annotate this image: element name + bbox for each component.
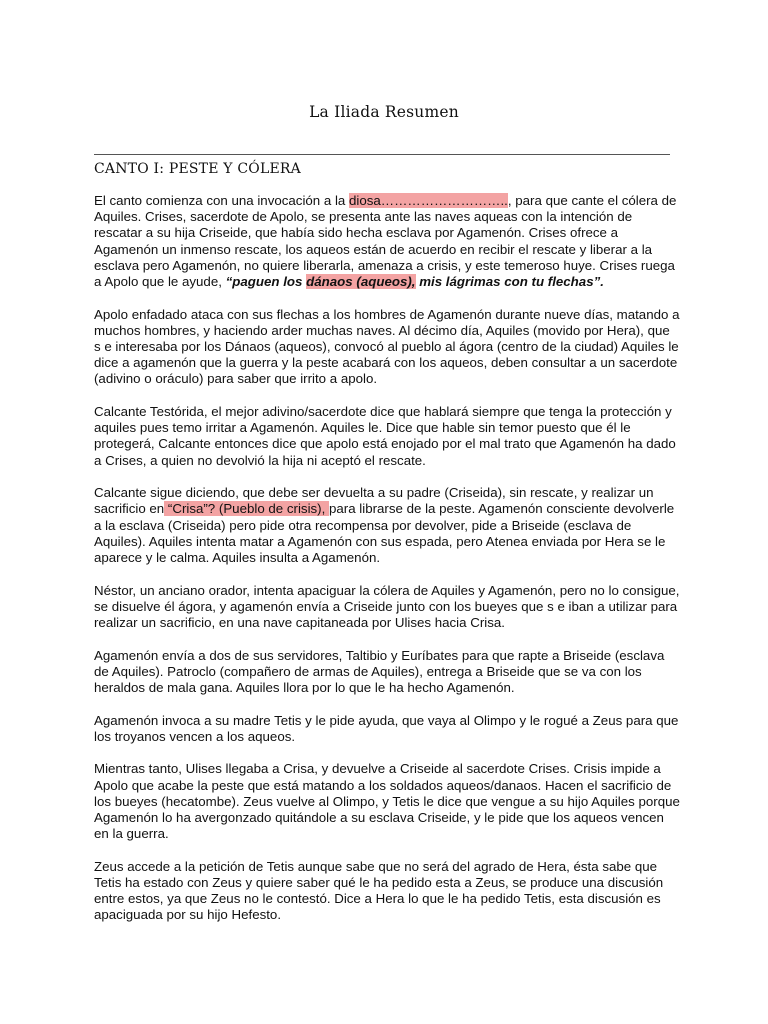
paragraph-1-text-a: El canto comienza con una invocación a la xyxy=(94,193,350,208)
quote-text-a: “paguen los xyxy=(225,274,307,290)
highlight-crisa: “Crisa”? (Pueblo de crisis), xyxy=(164,501,329,517)
paragraph-3: Calcante Testórida, el mejor adivino/sacerdote dice que hablará siempre que tenga la protección y aquiles pues temo irritar a Agamenón. Aquiles le. Dice que hable sin temor puesto que él le protegerá, Calcante entonces dice que apolo está enojado por el mal trato que Agamenón ha dado a Crises, a quien no devolvió la hija ni aceptó el rescate. xyxy=(94,404,676,468)
document-title: La Iliada Resumen xyxy=(309,103,459,121)
paragraph-4-text-b: para librarse de la peste. Agamenón consciente devolverle a la esclava (Criseida) pero pide otra recompensa por devolver, pide a Briseide (esclava de Aquiles). Aquiles intenta matar a Agamenón con sus espada, pero Atenea enviada por Hera se le aparece y le calma. Aquiles insulta a Agamenón. xyxy=(94,501,675,566)
highlight-diosa: diosa……………………….. xyxy=(349,193,508,208)
paragraph-9: Zeus accede a la petición de Tetis aunque sabe que no será del agrado de Hera, ésta sabe que Tetis ha estado con Zeus y quiere saber qué le ha pedido esta a Zeus, se produce una discusión entre estos, ya que Zeus no le contestó. Dice a Hera lo que le ha pedido Tetis, esta discusión es apaciguada por su hijo Hefesto. xyxy=(94,858,664,923)
paragraph-7: Agamenón invoca a su madre Tetis y le pide ayuda, que vaya al Olimpo y le rogué a Zeus para que los troyanos vencen a los aqueos. xyxy=(94,712,679,744)
paragraph-2: Apolo enfadado ataca con sus flechas a los hombres de Agamenón durante nueve días, matando a muchos hombres, y haciendo arder muchas naves. Al décimo día, Aquiles (movido por Hera), que s e interesaba por los Dánaos (aqueos), convocó al pueblo al ágora (centro de la ciudad) Aquiles le dice a agamenón que la guerra y la peste acabará con los aqueos, deben consultar a un sacerdote (adivino o oráculo) para saber que irrito a apolo. xyxy=(94,306,680,387)
paragraph-4-text-a: Calcante sigue diciendo, que debe ser devuelta a su padre (Criseida), sin rescate, y realizar un sacrificio en xyxy=(94,485,654,517)
paragraph-5: Néstor, un anciano orador, intenta apaciguar la cólera de Aquiles y Agamenón, pero no lo consigue, se disuelve él ágora, y agamenón envía a Criseide junto con los bueyes que s e iban a utilizar para realizar un sacrificio, en una nave capitaneada por Ulises hacia Crisa. xyxy=(94,582,680,631)
paragraph-6: Agamenón envía a dos de sus servidores, Taltibio y Euríbates para que rapte a Briseide (esclava de Aquiles). Patroclo (compañero de armas de Aquiles), entrega a Briseide que se va con los heraldos de mala gana. Aquiles llora por lo que le ha hecho Agamenón. xyxy=(94,647,665,696)
quote-text-b: mis lágrimas con tu flechas”. xyxy=(415,274,604,290)
paragraph-4 xyxy=(94,485,680,566)
highlight-danaos: dánaos (aqueos), xyxy=(306,274,416,290)
paragraph-1 xyxy=(94,193,680,290)
paragraph-8: Mientras tanto, Ulises llegaba a Crisa, y devuelve a Criseide al sacerdote Crises. Crisis impide a Apolo que acabe la peste que está matando a los soldados aqueos/danaos. Hacen el sacrificio de los bueyes (hecatombe). Zeus vuelve al Olimpo, y Tetis le dice que vengue a su hijo Aquiles porque Agamenón lo ha avergonzado quitándole a su esclava Criseide, y le pide que los aqueos vencen en la guerra. xyxy=(94,761,680,842)
paragraph-1-text-b: , para que cante el cólera de Aquiles. Crises, sacerdote de Apolo, se presenta ante las naves aqueas con la intención de rescatar a su hija Criseide, que había sido hecha esclava por Agamenón. Crises ofrece a Agamenón un inmenso rescate, los aqueos están de acuerdo en recibir el rescate y liberar a la esclava pero Agamenón, no quiere liberarla, amenaza a crisis, y este temeroso huye. Crises ruega a Apolo que le ayude, xyxy=(94,193,677,290)
title-divider xyxy=(94,154,670,155)
document-body xyxy=(94,193,680,940)
section-heading: CANTO I: PESTE Y CÓLERA xyxy=(94,161,301,177)
